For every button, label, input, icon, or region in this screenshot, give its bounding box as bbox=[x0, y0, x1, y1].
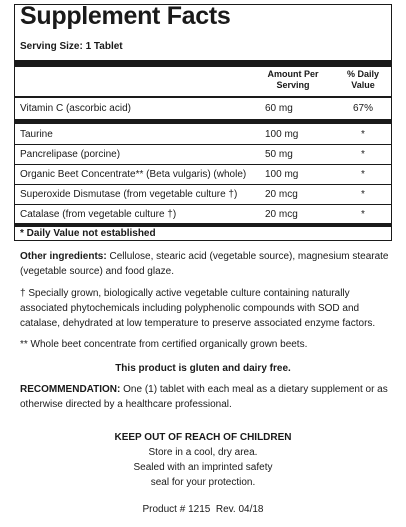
nutrient-amount: 50 mg bbox=[265, 149, 293, 160]
recommendation bbox=[20, 382, 398, 412]
nutrient-amount: 100 mg bbox=[265, 129, 299, 140]
gluten-statement: This product is gluten and dairy free. bbox=[115, 363, 291, 374]
daily-value-header: % Daily Value bbox=[346, 69, 379, 90]
nutrient-amount: 20 mcg bbox=[265, 209, 298, 220]
nutrient-name: Pancrelipase (porcine) bbox=[20, 149, 121, 160]
other-ingredients-text: Cellulose, stearic acid (vegetable source), magnesium stearate (vegetable source) and food glaze. bbox=[20, 251, 389, 277]
nutrient-dv: * bbox=[361, 209, 365, 220]
product-number: Product # 1215 Rev. 04/18 bbox=[142, 504, 264, 515]
nutrient-name: Catalase (from vegetable culture †) bbox=[20, 209, 177, 220]
nutrient-name: Superoxide Dismutase (from vegetable culture †) bbox=[20, 189, 238, 200]
nutrient-row bbox=[15, 98, 391, 118]
nutrient-dv: * bbox=[361, 189, 365, 200]
storage-line: Store in a cool, dry area. bbox=[148, 447, 258, 458]
daily-value-footnote: * Daily Value not established bbox=[20, 228, 156, 239]
nutrient-row bbox=[15, 124, 391, 144]
recommendation-label: RECOMMENDATION: bbox=[20, 384, 121, 395]
nutrient-name: Taurine bbox=[20, 129, 53, 140]
amount-per-serving-header: Amount Per Serving bbox=[267, 69, 319, 90]
seal-line-1: Sealed with an imprinted safety bbox=[133, 462, 273, 473]
bottom-divider bbox=[15, 223, 391, 227]
facts-title: Supplement Facts bbox=[20, 2, 231, 30]
nutrient-dv: 67% bbox=[352, 103, 373, 114]
nutrient-name: Organic Beet Concentrate** (Beta vulgaris) (whole) bbox=[20, 169, 247, 180]
other-ingredients-label: Other ingredients: bbox=[20, 251, 107, 262]
nutrient-amount: 60 mg bbox=[265, 103, 293, 114]
serving-size: Serving Size: 1 Tablet bbox=[20, 41, 123, 52]
dagger-note: † Specially grown, biologically active vegetable culture containing naturally associated phytochemicals including polyphenolic compounds with SOD and catalase, dehydrated at low temperature to preserve associated enzyme factors. bbox=[20, 288, 376, 329]
nutrient-amount: 20 mcg bbox=[265, 189, 298, 200]
nutrient-amount: 100 mg bbox=[265, 169, 299, 180]
nutrient-dv: * bbox=[361, 169, 365, 180]
supplement-facts-panel bbox=[14, 4, 392, 241]
nutrient-dv: * bbox=[361, 149, 365, 160]
warning-heading: KEEP OUT OF REACH OF CHILDREN bbox=[114, 432, 292, 443]
recommendation-text: One (1) tablet with each meal as a dietary supplement or as otherwise directed by a healthcare professional. bbox=[20, 384, 388, 410]
other-ingredients bbox=[20, 249, 398, 279]
nutrient-row bbox=[15, 204, 391, 224]
nutrient-name: Vitamin C (ascorbic acid) bbox=[20, 103, 131, 114]
beet-note: ** Whole beet concentrate from certified organically grown beets. bbox=[20, 339, 308, 350]
seal-line-2: seal for your protection. bbox=[150, 477, 256, 488]
nutrient-row bbox=[15, 144, 391, 164]
nutrient-dv: * bbox=[361, 129, 365, 140]
nutrient-row bbox=[15, 164, 391, 184]
nutrient-row bbox=[15, 184, 391, 204]
thick-divider bbox=[15, 60, 391, 67]
